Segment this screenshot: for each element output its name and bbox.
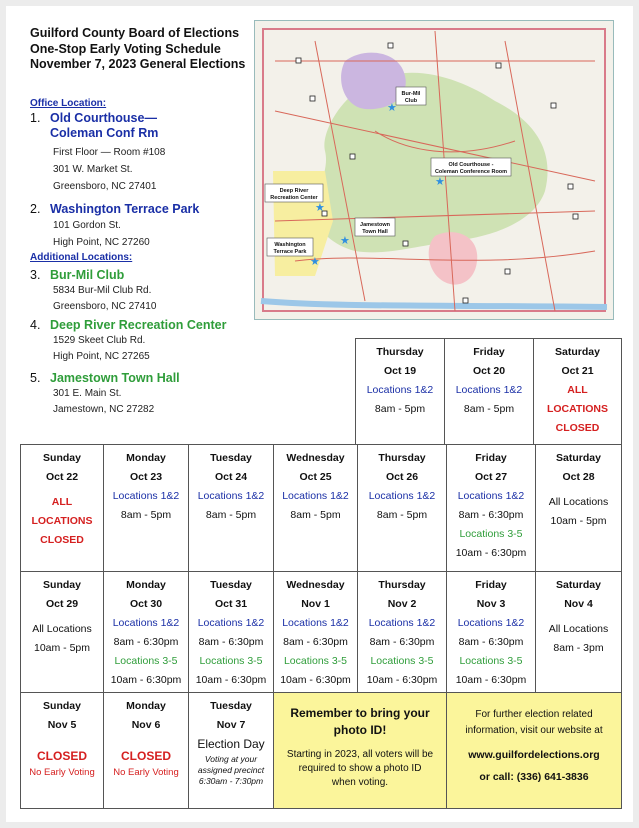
calendar-row-week-2 xyxy=(21,445,622,572)
county-map xyxy=(254,20,614,320)
location-4-address: 1529 Skeet Club Rd. High Point, NC 27265 xyxy=(53,335,150,362)
svg-text:Old Courthouse -: Old Courthouse - xyxy=(448,162,494,168)
day-oct-20: Friday Oct 20 Locations 1&2 8am - 5pm xyxy=(445,339,534,445)
svg-text:Town Hall: Town Hall xyxy=(362,229,388,235)
day-oct-25: Wednesday Oct 25 Locations 1&2 8am - 5pm xyxy=(274,445,358,572)
day-oct-24: Tuesday Oct 24 Locations 1&2 8am - 5pm xyxy=(189,445,274,572)
day-nov-5: Sunday Nov 5 CLOSED No Early Voting xyxy=(21,693,104,809)
office-location-heading: Office Location: xyxy=(30,98,107,109)
day-nov-1: Wednesday Nov 1 Locations 1&2 8am - 6:30pm Locations 3-5 10am - 6:30pm xyxy=(274,572,358,693)
calendar-weeks-2-4 xyxy=(20,444,622,809)
website-link[interactable]: www.guilfordelections.org xyxy=(468,749,600,761)
svg-text:Bur-Mil: Bur-Mil xyxy=(401,91,421,97)
day-oct-21: Saturday Oct 21 ALL LOCATIONS CLOSED xyxy=(534,339,622,445)
svg-text:Coleman Conference Room: Coleman Conference Room xyxy=(434,169,508,175)
day-oct-30: Monday Oct 30 Locations 1&2 8am - 6:30pm Locations 3-5 10am - 6:30pm xyxy=(104,572,189,693)
location-2-name: Washington Terrace Park xyxy=(50,202,200,216)
election-info: For further election related information, visit our website at www.guilfordelections.org or call: (336) 641-3836 xyxy=(447,693,622,809)
location-4-name: Deep River Recreation Center xyxy=(50,318,227,332)
location-1-address: First Floor — Room #108 301 W. Market St. Greensboro, NC 27401 xyxy=(53,147,166,192)
location-1-name: Old Courthouse— xyxy=(50,111,157,125)
flyer-page xyxy=(6,6,633,822)
svg-text:Terrace Park: Terrace Park xyxy=(273,249,307,255)
day-oct-23: Monday Oct 23 Locations 1&2 8am - 5pm xyxy=(104,445,189,572)
location-5: 5. Jamestown Town Hall 301 E. Main St. Jamestown, NC 27282 xyxy=(30,371,180,418)
location-1: 1. Old Courthouse— Coleman Conf Rm First Floor — Room #108 301 W. Market St. Greensboro, NC 27401 xyxy=(30,111,165,195)
star-deep-river: ★ xyxy=(315,202,325,214)
location-2: 2. Washington Terrace Park 101 Gordon St. High Point, NC 27260 xyxy=(30,202,199,251)
day-oct-28: Saturday Oct 28 All Locations 10am - 5pm xyxy=(536,445,622,572)
svg-text:Club: Club xyxy=(404,98,418,104)
county-map-graphic xyxy=(255,21,613,319)
svg-text:Jamestown: Jamestown xyxy=(360,222,390,228)
star-bur-mil: ★ xyxy=(387,102,397,114)
day-oct-27: Friday Oct 27 Locations 1&2 8am - 6:30pm Locations 3-5 10am - 6:30pm xyxy=(447,445,536,572)
calendar-row-week-4 xyxy=(21,693,622,809)
photo-id-reminder: Remember to bring your photo ID! Starting in 2023, all voters will be required to show a photo ID when voting. xyxy=(274,693,447,809)
day-oct-19: Thursday Oct 19 Locations 1&2 8am - 5pm xyxy=(356,339,445,445)
day-oct-26: Thursday Oct 26 Locations 1&2 8am - 5pm xyxy=(358,445,447,572)
location-4: 4. Deep River Recreation Center 1529 Skeet Club Rd. High Point, NC 27265 xyxy=(30,318,226,365)
day-nov-3: Friday Nov 3 Locations 1&2 8am - 6:30pm Locations 3-5 10am - 6:30pm xyxy=(447,572,536,693)
location-5-name: Jamestown Town Hall xyxy=(50,371,180,385)
location-3-address: 5834 Bur-Mil Club Rd. Greensboro, NC 27410 xyxy=(53,285,157,312)
additional-locations-heading: Additional Locations: xyxy=(30,252,133,263)
location-5-address: 301 E. Main St. Jamestown, NC 27282 xyxy=(53,388,155,415)
location-3-name: Bur-Mil Club xyxy=(50,268,125,282)
calendar-week-1 xyxy=(355,338,622,445)
location-2-address: 101 Gordon St. High Point, NC 27260 xyxy=(53,220,150,248)
svg-text:Deep River: Deep River xyxy=(279,188,309,194)
star-washington: ★ xyxy=(310,256,320,268)
star-jamestown: ★ xyxy=(340,235,350,247)
day-oct-31: Tuesday Oct 31 Locations 1&2 8am - 6:30pm Locations 3-5 10am - 6:30pm xyxy=(189,572,274,693)
day-nov-2: Thursday Nov 2 Locations 1&2 8am - 6:30pm Locations 3-5 10am - 6:30pm xyxy=(358,572,447,693)
flyer-title: Guilford County Board of Elections One-Stop Early Voting Schedule November 7, 2023 General Elections xyxy=(30,26,246,71)
phone-number: or call: (336) 641-3836 xyxy=(479,771,589,783)
svg-text:Washington: Washington xyxy=(274,242,306,248)
day-nov-7: Tuesday Nov 7 Election Day Voting at your assigned precinct 6:30am - 7:30pm xyxy=(189,693,274,809)
calendar-row-week-3 xyxy=(21,572,622,693)
svg-text:Recreation Center: Recreation Center xyxy=(270,195,318,201)
day-nov-6: Monday Nov 6 CLOSED No Early Voting xyxy=(104,693,189,809)
star-courthouse: ★ xyxy=(435,176,445,188)
location-3: 3. Bur-Mil Club 5834 Bur-Mil Club Rd. Greensboro, NC 27410 xyxy=(30,268,156,315)
day-nov-4: Saturday Nov 4 All Locations 8am - 3pm xyxy=(536,572,622,693)
day-oct-22: Sunday Oct 22 ALL LOCATIONS CLOSED xyxy=(21,445,104,572)
day-oct-29: Sunday Oct 29 All Locations 10am - 5pm xyxy=(21,572,104,693)
